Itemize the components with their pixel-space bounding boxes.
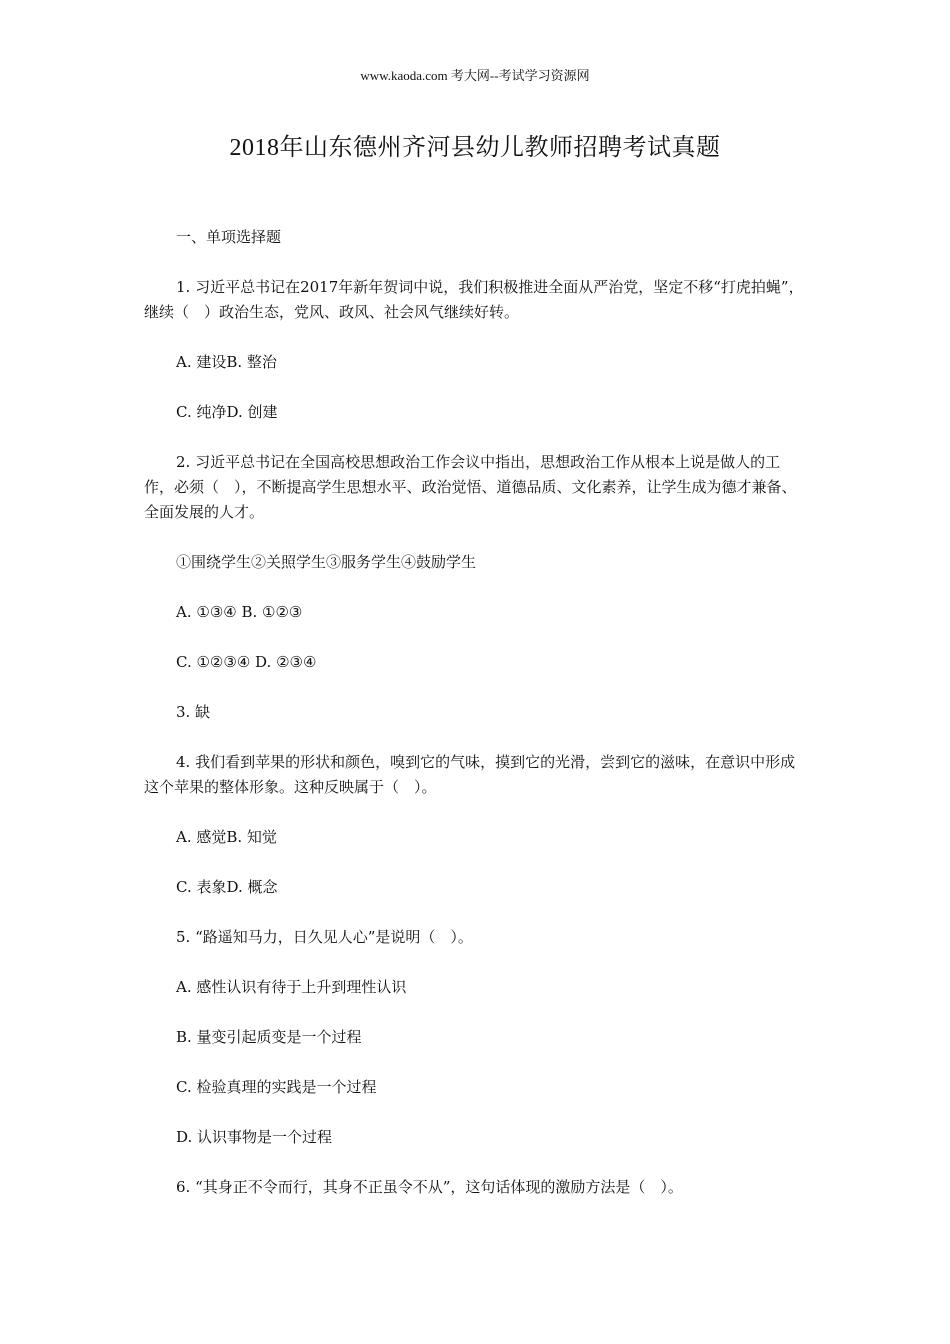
question-5-option-b: B. 量变引起质变是一个过程 [176, 1028, 362, 1046]
section-heading: 一、单项选择题 [176, 228, 282, 246]
question-2-options-ab: A. ①③④ B. ①②③ [176, 603, 303, 621]
question-6-stem: 6. “其身正不令而行，其身不正虽令不从”，这句话体现的激励方法是（ ）。 [176, 1178, 683, 1196]
question-1-stem: 1. 习近平总书记在2017年新年贺词中说，我们积极推进全面从严治党，坚定不移“打虎拍蝇”，继续（ ）政治生态，党风、政风、社会风气继续好转。 [144, 278, 804, 321]
question-4-options-ab: A. 感觉B. 知觉 [176, 828, 277, 846]
question-4-options-cd: C. 表象D. 概念 [176, 878, 278, 896]
question-2-stem: 2. 习近平总书记在全国高校思想政治工作会议中指出，思想政治工作从根本上说是做人的工作，必须（ ），不断提高学生思想水平、政治觉悟、道德品质、文化素养，让学生成为德才兼备、全面发展的人才。 [144, 453, 797, 521]
document-title: 2018年山东德州齐河县幼儿教师招聘考试真题 [229, 135, 721, 161]
question-5-option-d: D. 认识事物是一个过程 [176, 1128, 333, 1146]
question-2-items: ①围绕学生②关照学生③服务学生④鼓励学生 [176, 553, 477, 571]
question-1-options-ab: A. 建设B. 整治 [176, 353, 277, 371]
question-3-stem: 3. 缺 [176, 703, 211, 721]
document-body [144, 225, 808, 1225]
site-header: www.kaoda.com 考大网--考试学习资源网 [360, 68, 590, 83]
question-1-options-cd: C. 纯净D. 创建 [176, 403, 278, 421]
question-2-options-cd: C. ①②③④ D. ②③④ [176, 653, 317, 671]
question-5-option-a: A. 感性认识有待于上升到理性认识 [176, 978, 407, 996]
question-4-stem: 4. 我们看到苹果的形状和颜色，嗅到它的气味，摸到它的光滑，尝到它的滋味，在意识中形成这个苹果的整体形象。这种反映属于（ ）。 [144, 753, 796, 796]
question-5-option-c: C. 检验真理的实践是一个过程 [176, 1078, 377, 1096]
question-5-stem: 5. “路遥知马力，日久见人心”是说明（ ）。 [176, 928, 473, 946]
